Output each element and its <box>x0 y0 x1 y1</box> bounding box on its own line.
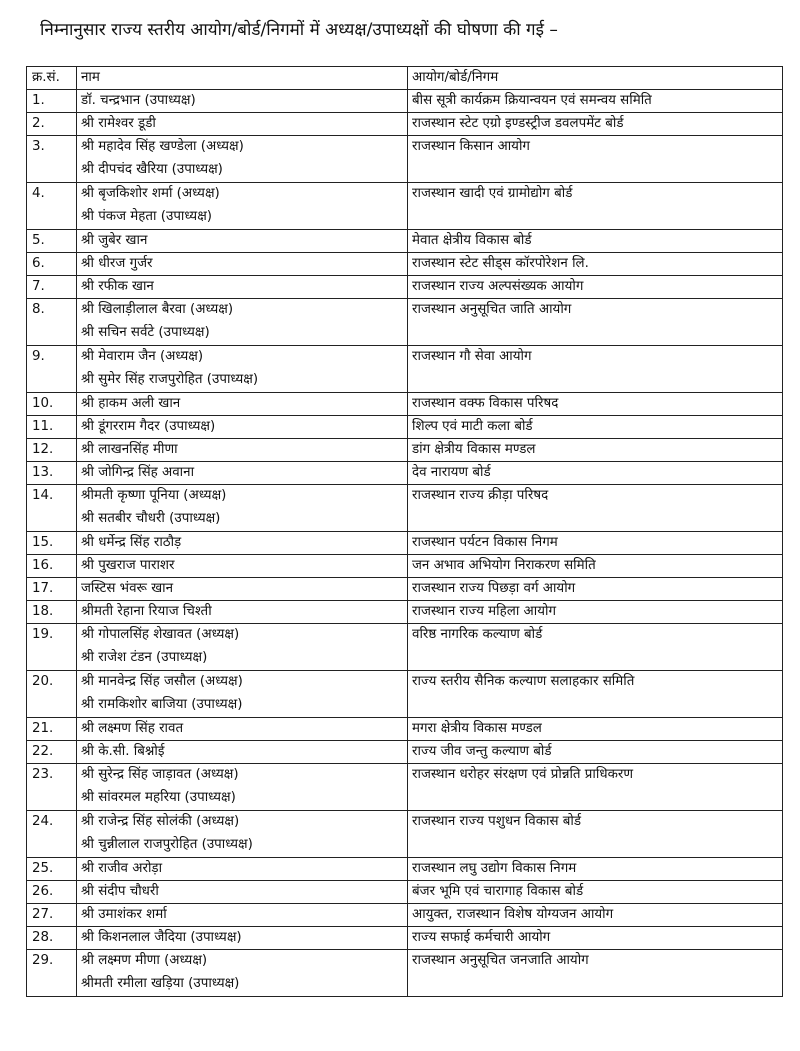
table-row <box>27 416 783 439</box>
table-row <box>27 485 783 532</box>
serial-number: 8. <box>27 299 77 346</box>
organization-cell <box>408 532 783 555</box>
name-cell <box>77 601 408 624</box>
organization-name: मगरा क्षेत्रीय विकास मण्डल <box>412 721 542 736</box>
organization-name: राजस्थान अनुसूचित जाति आयोग <box>412 302 572 317</box>
person-name: श्री धीरज गुर्जर <box>81 256 153 271</box>
table-header-row <box>27 67 783 90</box>
organization-name: राजस्थान राज्य अल्पसंख्यक आयोग <box>412 279 584 294</box>
serial-number: 29. <box>27 950 77 997</box>
serial-number: 3. <box>27 136 77 183</box>
name-cell <box>77 393 408 416</box>
organization-name: जन अभाव अभियोग निराकरण समिति <box>412 558 596 573</box>
person-name: श्री खिलाड़ीलाल बैरवा (अध्यक्ष) <box>81 302 234 317</box>
organization-name: शिल्प एवं माटी कला बोर्ड <box>412 419 533 434</box>
organization-cell <box>408 601 783 624</box>
table-row <box>27 741 783 764</box>
name-cell <box>77 671 408 718</box>
organization-name: राजस्थान राज्य क्रीड़ा परिषद <box>412 488 549 503</box>
table-row <box>27 393 783 416</box>
name-cell <box>77 113 408 136</box>
organization-name: डांग क्षेत्रीय विकास मण्डल <box>412 442 536 457</box>
serial-number: 28. <box>27 927 77 950</box>
organization-cell <box>408 416 783 439</box>
organization-name: राज्य सफाई कर्मचारी आयोग <box>412 930 551 945</box>
organization-name: राजस्थान राज्य महिला आयोग <box>412 604 557 619</box>
serial-number: 2. <box>27 113 77 136</box>
table-row <box>27 950 783 997</box>
table-row <box>27 532 783 555</box>
serial-number: 7. <box>27 276 77 299</box>
name-cell <box>77 90 408 113</box>
person-name: श्री धर्मेन्द्र सिंह राठौड़ <box>81 535 182 550</box>
serial-number: 14. <box>27 485 77 532</box>
organization-cell <box>408 276 783 299</box>
name-cell <box>77 230 408 253</box>
person-name: श्री सतबीर चौधरी (उपाध्यक्ष) <box>81 511 221 526</box>
person-name: श्री सांवरमल महरिया (उपाध्यक्ष) <box>81 790 236 805</box>
appointments-table <box>26 66 783 997</box>
organization-cell <box>408 555 783 578</box>
table-row <box>27 299 783 346</box>
person-name: श्री पंकज मेहता (उपाध्यक्ष) <box>81 209 213 224</box>
organization-cell <box>408 764 783 811</box>
serial-number: 6. <box>27 253 77 276</box>
table-row <box>27 858 783 881</box>
name-cell <box>77 439 408 462</box>
person-name: श्रीमती रेहाना रियाज चिश्ती <box>81 604 212 619</box>
organization-cell <box>408 811 783 858</box>
person-name: श्री लक्ष्मण मीणा (अध्यक्ष) <box>81 953 208 968</box>
organization-name: बीस सूत्री कार्यक्रम क्रियान्वयन एवं समन्वय समिति <box>412 93 652 108</box>
header-organization: आयोग/बोर्ड/निगम <box>408 67 783 90</box>
serial-number: 26. <box>27 881 77 904</box>
serial-number: 10. <box>27 393 77 416</box>
name-cell <box>77 718 408 741</box>
organization-cell <box>408 90 783 113</box>
person-name: श्री रामेश्वर डूडी <box>81 116 156 131</box>
organization-name: राज्य जीव जन्तु कल्याण बोर्ड <box>412 744 552 759</box>
organization-cell <box>408 462 783 485</box>
person-name: श्री रफीक खान <box>81 279 154 294</box>
name-cell <box>77 532 408 555</box>
name-cell <box>77 462 408 485</box>
name-cell <box>77 183 408 230</box>
name-cell <box>77 346 408 393</box>
person-name: श्री जुबेर खान <box>81 233 148 248</box>
person-name: श्री बृजकिशोर शर्मा (अध्यक्ष) <box>81 186 220 201</box>
name-cell <box>77 253 408 276</box>
organization-name: राजस्थान वक्फ विकास परिषद <box>412 396 559 411</box>
person-name: श्री लाखनसिंह मीणा <box>81 442 178 457</box>
organization-cell <box>408 393 783 416</box>
name-cell <box>77 741 408 764</box>
organization-cell <box>408 578 783 601</box>
organization-name: राजस्थान अनुसूचित जनजाति आयोग <box>412 953 589 968</box>
organization-cell <box>408 718 783 741</box>
organization-name: देव नारायण बोर्ड <box>412 465 491 480</box>
name-cell <box>77 485 408 532</box>
table-row <box>27 811 783 858</box>
organization-name: राजस्थान गौ सेवा आयोग <box>412 349 532 364</box>
table-row <box>27 90 783 113</box>
serial-number: 24. <box>27 811 77 858</box>
serial-number: 18. <box>27 601 77 624</box>
table-row <box>27 578 783 601</box>
table-row <box>27 601 783 624</box>
name-cell <box>77 578 408 601</box>
person-name: श्री सुरेन्द्र सिंह जाड़ावत (अध्यक्ष) <box>81 767 239 782</box>
organization-cell <box>408 881 783 904</box>
person-name: श्री राजीव अरोड़ा <box>81 861 163 876</box>
organization-name: वरिष्ठ नागरिक कल्याण बोर्ड <box>412 627 543 642</box>
person-name: श्री जोगिन्द्र सिंह अवाना <box>81 465 195 480</box>
serial-number: 12. <box>27 439 77 462</box>
person-name: श्री मेवाराम जैन (अध्यक्ष) <box>81 349 204 364</box>
person-name: श्री महादेव सिंह खण्डेला (अध्यक्ष) <box>81 139 244 154</box>
organization-name: राज्य स्तरीय सैनिक कल्याण सलाहकार समिति <box>412 674 635 689</box>
name-cell <box>77 624 408 671</box>
serial-number: 21. <box>27 718 77 741</box>
organization-name: राजस्थान खादी एवं ग्रामोद्योग बोर्ड <box>412 186 573 201</box>
organization-cell <box>408 741 783 764</box>
organization-cell <box>408 113 783 136</box>
serial-number: 1. <box>27 90 77 113</box>
organization-name: राजस्थान धरोहर संरक्षण एवं प्रोन्नति प्राधिकरण <box>412 767 634 782</box>
table-row <box>27 764 783 811</box>
name-cell <box>77 881 408 904</box>
organization-cell <box>408 439 783 462</box>
organization-name: राजस्थान पर्यटन विकास निगम <box>412 535 558 550</box>
header-name: नाम <box>77 67 408 90</box>
table-row <box>27 927 783 950</box>
serial-number: 17. <box>27 578 77 601</box>
serial-number: 22. <box>27 741 77 764</box>
organization-cell <box>408 253 783 276</box>
person-name: श्री उमाशंकर शर्मा <box>81 907 167 922</box>
table-row <box>27 230 783 253</box>
page-heading: निम्नानुसार राज्य स्तरीय आयोग/बोर्ड/निगमों में अध्यक्ष/उपाध्यक्षों की घोषणा की गई – <box>40 20 558 40</box>
person-name: श्री संदीप चौधरी <box>81 884 159 899</box>
table-body <box>27 90 783 997</box>
name-cell <box>77 927 408 950</box>
name-cell <box>77 416 408 439</box>
name-cell <box>77 764 408 811</box>
organization-cell <box>408 904 783 927</box>
person-name: श्री सुमेर सिंह राजपुरोहित (उपाध्यक्ष) <box>81 372 259 387</box>
name-cell <box>77 136 408 183</box>
person-name: डॉ. चन्द्रभान (उपाध्यक्ष) <box>81 93 196 108</box>
name-cell <box>77 299 408 346</box>
organization-name: आयुक्त, राजस्थान विशेष योग्यजन आयोग <box>412 907 614 922</box>
table-row <box>27 136 783 183</box>
organization-cell <box>408 671 783 718</box>
person-name: श्री के.सी. बिश्नोई <box>81 744 165 759</box>
person-name: श्री पुखराज पाराशर <box>81 558 175 573</box>
organization-name: बंजर भूमि एवं चारागाह विकास बोर्ड <box>412 884 584 899</box>
name-cell <box>77 904 408 927</box>
table-row <box>27 904 783 927</box>
table-row <box>27 671 783 718</box>
organization-name: राजस्थान राज्य पशुधन विकास बोर्ड <box>412 814 582 829</box>
person-name: श्री किशनलाल जैदिया (उपाध्यक्ष) <box>81 930 242 945</box>
person-name: श्री सचिन सर्वटे (उपाध्यक्ष) <box>81 325 210 340</box>
table-row <box>27 346 783 393</box>
serial-number: 27. <box>27 904 77 927</box>
serial-number: 13. <box>27 462 77 485</box>
person-name: श्री रामकिशोर बाजिया (उपाध्यक्ष) <box>81 697 243 712</box>
organization-cell <box>408 136 783 183</box>
name-cell <box>77 555 408 578</box>
table-row <box>27 555 783 578</box>
person-name: श्री गोपालसिंह शेखावत (अध्यक्ष) <box>81 627 240 642</box>
serial-number: 11. <box>27 416 77 439</box>
person-name: श्री दीपचंद खैरिया (उपाध्यक्ष) <box>81 162 223 177</box>
serial-number: 20. <box>27 671 77 718</box>
organization-name: राजस्थान किसान आयोग <box>412 139 530 154</box>
serial-number: 25. <box>27 858 77 881</box>
name-cell <box>77 950 408 997</box>
person-name: श्री हाकम अली खान <box>81 396 181 411</box>
person-name: श्रीमती रमीला खड़िया (उपाध्यक्ष) <box>81 976 240 991</box>
serial-number: 23. <box>27 764 77 811</box>
serial-number: 16. <box>27 555 77 578</box>
organization-cell <box>408 624 783 671</box>
person-name: श्री चुन्नीलाल राजपुरोहित (उपाध्यक्ष) <box>81 837 253 852</box>
name-cell <box>77 858 408 881</box>
table-row <box>27 183 783 230</box>
organization-cell <box>408 230 783 253</box>
organization-name: राजस्थान स्टेट एग्रो इण्डस्ट्रीज डवलपमेंट बोर्ड <box>412 116 624 131</box>
serial-number: 5. <box>27 230 77 253</box>
organization-cell <box>408 346 783 393</box>
person-name: श्री राजेन्द्र सिंह सोलंकी (अध्यक्ष) <box>81 814 240 829</box>
organization-cell <box>408 858 783 881</box>
organization-name: मेवात क्षेत्रीय विकास बोर्ड <box>412 233 532 248</box>
serial-number: 4. <box>27 183 77 230</box>
organization-name: राजस्थान राज्य पिछड़ा वर्ग आयोग <box>412 581 576 596</box>
table-row <box>27 881 783 904</box>
table-row <box>27 276 783 299</box>
organization-name: राजस्थान स्टेट सीड्स कॉरपोरेशन लि. <box>412 256 589 271</box>
organization-name: राजस्थान लघु उद्योग विकास निगम <box>412 861 577 876</box>
person-name: श्री मानवेन्द्र सिंह जसौल (अध्यक्ष) <box>81 674 243 689</box>
person-name: जस्टिस भंवरू खान <box>81 581 174 596</box>
person-name: श्री लक्ष्मण सिंह रावत <box>81 721 184 736</box>
name-cell <box>77 811 408 858</box>
header-serial: क्र.सं. <box>27 67 77 90</box>
table-row <box>27 462 783 485</box>
organization-cell <box>408 183 783 230</box>
table-row <box>27 718 783 741</box>
serial-number: 19. <box>27 624 77 671</box>
table-row <box>27 253 783 276</box>
organization-cell <box>408 485 783 532</box>
table-row <box>27 113 783 136</box>
table-row <box>27 624 783 671</box>
person-name: श्रीमती कृष्णा पूनिया (अध्यक्ष) <box>81 488 227 503</box>
serial-number: 15. <box>27 532 77 555</box>
person-name: श्री राजेश टंडन (उपाध्यक्ष) <box>81 650 208 665</box>
table-row <box>27 439 783 462</box>
organization-cell <box>408 927 783 950</box>
name-cell <box>77 276 408 299</box>
organization-cell <box>408 950 783 997</box>
person-name: श्री डूंगरराम गैदर (उपाध्यक्ष) <box>81 419 216 434</box>
serial-number: 9. <box>27 346 77 393</box>
organization-cell <box>408 299 783 346</box>
